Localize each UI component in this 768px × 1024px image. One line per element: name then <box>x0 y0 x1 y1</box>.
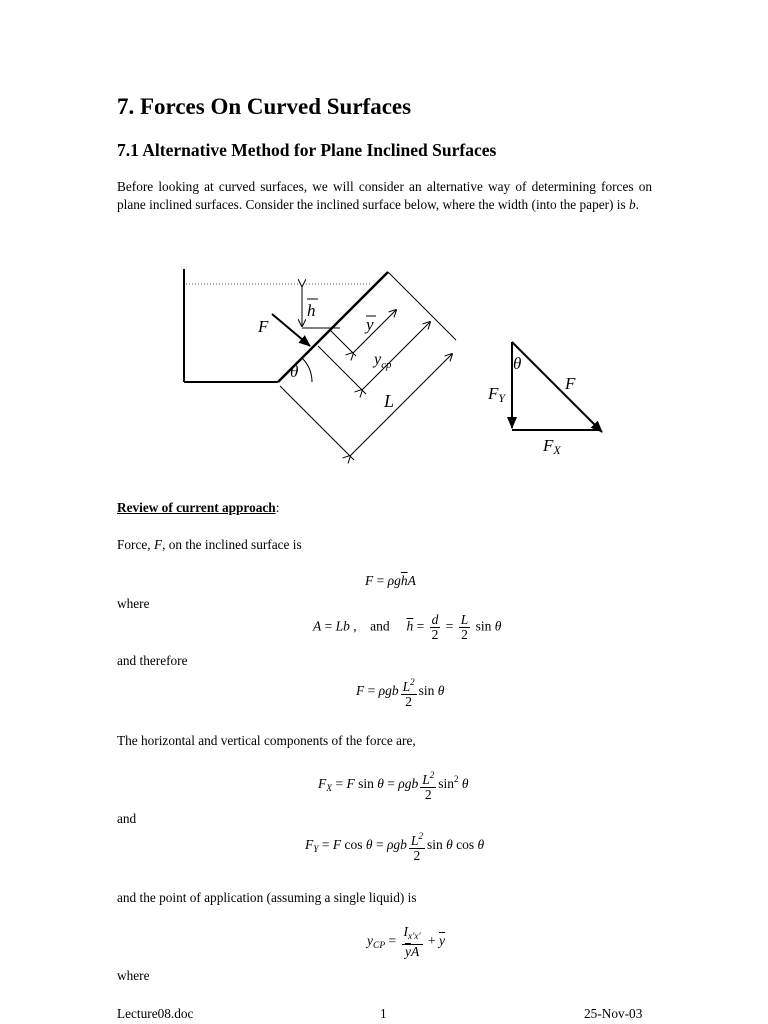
triangle-label-theta: θ <box>513 354 522 373</box>
triangle-label-FY: FY <box>488 384 506 405</box>
force-intro-line <box>117 537 302 553</box>
triangle-label-F: F <box>565 374 576 393</box>
review-title: Review of current approach <box>117 500 276 515</box>
diagram-label-y: y <box>366 315 374 334</box>
y-bar-extension <box>330 330 356 356</box>
equation-force: $F = \rho g\overline{h}A$ <box>365 573 416 588</box>
and-therefore-text: and therefore <box>117 653 188 668</box>
where-text-1: where <box>117 596 150 611</box>
L-extension <box>280 386 354 460</box>
footer-page-number: 1 <box>380 1006 387 1021</box>
section-heading: 7.1 Alternative Method for Plane Inclined Surfaces <box>117 140 497 160</box>
page-title: 7. Forces On Curved Surfaces <box>117 94 412 119</box>
diagram-label-L: L <box>384 391 395 411</box>
force-arrow <box>272 314 310 346</box>
intro-text: Before looking at curved surfaces, we will consider an alternative way of determining forces on plane inclined surfaces. Consider the inclined surface below, where the width (into the paper) is <box>117 179 652 212</box>
diagram-label-ycp: $y_{cp}$ <box>374 351 392 371</box>
diagram-label-h: h <box>307 301 316 320</box>
ycp-extension <box>318 346 366 394</box>
footer-filename: Lecture08.doc <box>117 1006 194 1021</box>
force-intro-post: , on the inclined surface is <box>162 537 302 552</box>
equation-ycp: $y_{CP}$ = $\frac{I_{x'x'}}{\overline{y}A}$ + $\overline{y}$ <box>367 924 445 959</box>
triangle-hypotenuse <box>512 342 602 432</box>
where-text-2: where <box>117 968 150 983</box>
footer-date: 25-Nov-03 <box>584 1006 643 1021</box>
theta-arc <box>302 358 312 382</box>
inclined-surface-diagram <box>0 0 768 480</box>
components-text: The horizontal and vertical components of the force are, <box>117 733 416 748</box>
diagram-label-theta: θ <box>290 362 299 381</box>
review-colon: : <box>275 500 280 515</box>
review-heading <box>117 500 279 516</box>
triangle-label-FX: FX <box>543 436 561 457</box>
equation-area-h: A = Lb , and $\overline{h}$ = $\frac{d}{2}$ = $\frac{L}{2}$ sin θ <box>313 612 502 642</box>
point-of-application-text: and the point of application (assuming a single liquid) is <box>117 890 417 905</box>
equation-fy: $F_Y = F$ cos θ = ρgb $\frac{L^2}{2}$ sin θ cos θ <box>305 831 485 863</box>
diagram-label-F: F <box>258 317 269 336</box>
force-intro-pre: Force, <box>117 537 154 552</box>
L-arrow <box>350 354 452 456</box>
force-intro-var: F <box>153 537 163 552</box>
intro-end: . <box>635 197 639 212</box>
equation-force-expanded: F = ρgb $\frac{L^2}{2}$ sin θ <box>356 677 445 709</box>
and-text: and <box>117 811 137 826</box>
equation-fx: $F_X = F$ sin θ = ρgb $\frac{L^2}{2}$ $\sin^2 \theta$ <box>318 770 469 802</box>
intro-var: b <box>629 197 636 212</box>
